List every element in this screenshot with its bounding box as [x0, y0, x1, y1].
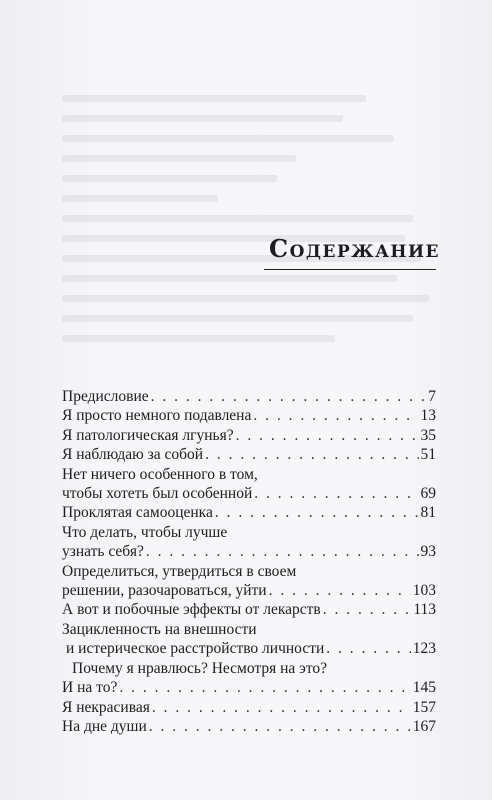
- toc-entry-title: Определиться, утвердиться в своем: [62, 562, 297, 580]
- leader-dots: [254, 484, 418, 503]
- leader-dots: [269, 581, 411, 600]
- toc-entry[interactable]: [62, 562, 436, 601]
- leader-dots: [326, 639, 410, 658]
- toc-entry-title: А вот и побочные эффекты от лекарств: [62, 601, 321, 619]
- leader-dots: [149, 717, 411, 736]
- toc-entry-title-cont: решении, разочароваться, уйти: [62, 582, 267, 600]
- toc-entry[interactable]: [62, 717, 436, 736]
- table-of-contents: [62, 387, 436, 736]
- leader-dots: [152, 698, 411, 717]
- leader-dots: [151, 387, 427, 406]
- toc-entry-title: Почему я нравлюсь? Несмотря на это?: [72, 659, 328, 677]
- toc-entry[interactable]: [62, 659, 436, 698]
- toc-entry[interactable]: [62, 387, 436, 406]
- leader-dots: [253, 406, 418, 425]
- toc-entry-title: Что делать, чтобы лучше: [62, 523, 228, 541]
- toc-entry[interactable]: [62, 698, 436, 717]
- toc-entry-page: 93: [420, 543, 436, 561]
- leader-dots: [236, 426, 419, 445]
- toc-entry-title: Я просто немного подавлена: [62, 407, 252, 425]
- toc-entry[interactable]: [62, 465, 436, 504]
- leader-dots: [215, 503, 419, 522]
- toc-entry-page: 167: [412, 717, 436, 735]
- toc-entry-title: На дне души: [62, 717, 147, 735]
- toc-entry[interactable]: [62, 426, 436, 445]
- toc-entry[interactable]: [62, 600, 436, 619]
- toc-entry[interactable]: [62, 445, 436, 464]
- leader-dots: [323, 600, 412, 619]
- toc-entry-title-cont: узнать себя?: [62, 543, 144, 561]
- toc-entry[interactable]: [62, 406, 436, 425]
- toc-entry-page: 157: [412, 698, 436, 716]
- toc-entry-title: Я некрасивая: [62, 698, 150, 716]
- leader-dots: [205, 445, 418, 464]
- toc-entry-page: 81: [420, 504, 436, 522]
- toc-entry-page: 123: [412, 640, 436, 658]
- leader-dots: [119, 678, 410, 697]
- toc-entry-title: Нет ничего особенного в том,: [62, 465, 258, 483]
- toc-entry-title: Зацикленность на внешности: [62, 620, 257, 638]
- toc-entry-title-cont: чтобы хотеть был особенной: [62, 485, 253, 503]
- toc-entry[interactable]: [62, 523, 436, 562]
- toc-entry-title-cont: и истерическое расстройство личности: [66, 640, 325, 658]
- leader-dots: [146, 542, 419, 561]
- toc-entry-page: 69: [420, 485, 436, 503]
- page-title: Содержание: [269, 234, 440, 263]
- toc-entry[interactable]: [62, 620, 436, 659]
- toc-entry-page: 51: [420, 446, 436, 464]
- toc-entry-title: Я патологическая лгунья?: [62, 426, 234, 444]
- toc-entry-page: 103: [412, 582, 436, 600]
- toc-entry-page: 35: [420, 426, 436, 444]
- toc-entry-title-cont: И на то?: [62, 679, 118, 697]
- toc-entry-page: 113: [413, 601, 436, 619]
- toc-entry-page: 145: [412, 679, 436, 697]
- toc-entry-title: Проклятая самооценка: [62, 504, 213, 522]
- title-rule: [264, 269, 436, 270]
- toc-entry-title: Я наблюдаю за собой: [62, 446, 204, 464]
- toc-entry-page: 7: [428, 388, 436, 405]
- toc-entry-title: Предисловие: [62, 388, 149, 405]
- show-through-text: [62, 95, 452, 435]
- toc-entry-page: 13: [420, 407, 436, 425]
- toc-entry[interactable]: [62, 503, 436, 522]
